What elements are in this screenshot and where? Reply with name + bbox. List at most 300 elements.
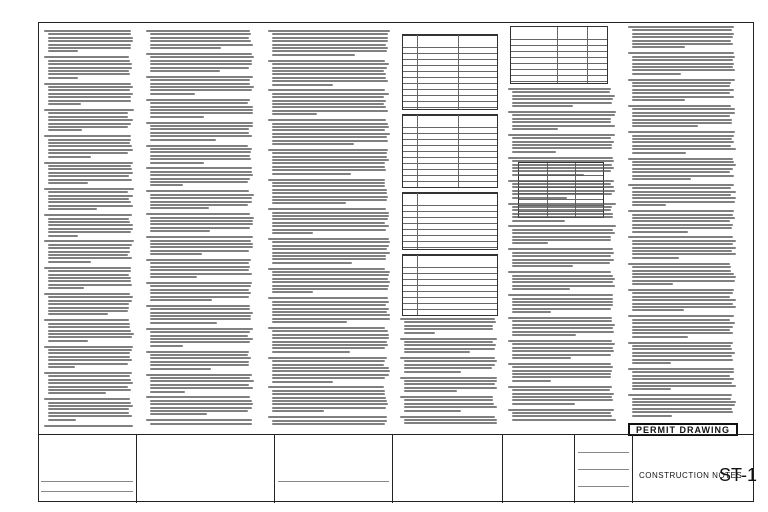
note-text-line: [150, 230, 210, 232]
note-text-line: [48, 172, 133, 174]
note-text-line: [632, 257, 679, 259]
note-text-line: [44, 372, 132, 374]
note-text-line: [48, 70, 129, 72]
note-text-line: [150, 44, 253, 46]
note-text-line: [150, 322, 217, 324]
note-text-line: [272, 162, 385, 164]
note-text-line: [632, 276, 736, 278]
note-text-line: [632, 309, 684, 311]
note-text-line: [150, 106, 253, 108]
note-text-line: [48, 307, 129, 309]
note-text-line: [400, 318, 495, 320]
development-length-table-1: [402, 34, 498, 110]
note-text-line: [628, 26, 734, 28]
note-text-line: [150, 63, 252, 65]
note-text-line: [146, 236, 253, 238]
note-text-line: [150, 93, 195, 95]
note-text-line: [150, 285, 251, 287]
note-text-line: [272, 113, 317, 115]
note-text-line: [150, 33, 251, 35]
note-text-line: [632, 375, 730, 377]
note-text-line: [48, 313, 108, 315]
note-text-line: [632, 404, 735, 406]
note-text-line: [150, 217, 254, 219]
note-text-line: [146, 145, 248, 147]
note-text-line: [632, 175, 734, 177]
table-row-rule: [403, 297, 497, 298]
note-text-line: [150, 220, 253, 222]
note-text-line: [150, 89, 252, 91]
note-text-line: [272, 133, 390, 135]
note-text-line: [150, 410, 248, 412]
table-row-rule: [403, 309, 497, 310]
note-text-line: [512, 170, 611, 172]
note-text-line: [150, 135, 252, 137]
note-text-line: [48, 356, 130, 358]
note-text-line: [48, 277, 131, 279]
note-text-line: [512, 98, 613, 100]
note-text-line: [48, 284, 132, 286]
table-row-rule: [403, 139, 497, 140]
note-text-line: [272, 245, 389, 247]
note-text-line: [48, 33, 131, 35]
note-text-line: [150, 171, 252, 173]
note-text-line: [150, 413, 207, 415]
note-text-line: [48, 270, 131, 272]
note-text-line: [150, 289, 249, 291]
note-text-line: [44, 109, 134, 111]
notes-col-5: [508, 88, 618, 428]
note-text-line: [150, 423, 252, 425]
note-text-line: [632, 280, 735, 282]
note-text-line: [632, 273, 734, 275]
note-text-line: [48, 126, 128, 128]
note-text-line: [512, 265, 573, 267]
note-text-line: [150, 151, 251, 153]
note-text-line: [268, 208, 386, 210]
note-text-line: [272, 123, 388, 125]
note-text-line: [48, 156, 91, 158]
note-text-line: [512, 259, 614, 261]
note-text-line: [632, 59, 733, 61]
note-text-line: [632, 231, 688, 233]
note-text-line: [512, 118, 611, 120]
note-text-line: [632, 119, 732, 121]
note-text-line: [268, 179, 385, 181]
note-text-line: [272, 54, 355, 56]
sheet-title: CONSTRUCTION NOTES: [639, 471, 743, 480]
table-row-rule: [403, 303, 497, 304]
note-text-line: [44, 30, 131, 32]
note-text-line: [404, 364, 495, 366]
note-text-line: [272, 84, 333, 86]
note-text-line: [150, 194, 254, 196]
note-text-line: [150, 335, 248, 337]
note-text-line: [508, 180, 614, 182]
note-text-line: [632, 145, 731, 147]
note-text-line: [48, 274, 129, 276]
note-text-line: [632, 270, 731, 272]
note-text-line: [508, 111, 616, 113]
note-text-line: [48, 251, 130, 253]
note-text-line: [44, 425, 133, 427]
note-text-line: [150, 37, 249, 39]
note-text-line: [404, 344, 496, 346]
tables-col-4: [400, 318, 500, 428]
note-text-line: [268, 268, 385, 270]
note-text-line: [632, 326, 733, 328]
note-text-line: [150, 155, 250, 157]
note-text-line: [48, 63, 132, 65]
note-text-line: [150, 380, 254, 382]
table-row-rule: [511, 69, 607, 70]
table-row-rule: [403, 285, 497, 286]
note-text-line: [628, 342, 733, 344]
note-text-line: [48, 149, 133, 151]
note-text-line: [48, 287, 84, 289]
note-text-line: [512, 147, 612, 149]
note-text-line: [632, 378, 734, 380]
note-text-line: [150, 86, 254, 88]
note-text-line: [272, 185, 385, 187]
note-text-line: [150, 102, 248, 104]
note-text-line: [150, 243, 253, 245]
note-text-line: [272, 407, 386, 409]
note-text-line: [150, 67, 249, 69]
note-text-line: [272, 218, 388, 220]
note-text-line: [400, 338, 497, 340]
note-text-line: [508, 271, 611, 273]
table-row-rule: [403, 95, 497, 96]
note-text-line: [508, 386, 612, 388]
note-text-line: [48, 224, 133, 226]
note-text-line: [404, 380, 497, 382]
note-text-line: [632, 73, 681, 75]
table-row-rule: [403, 77, 497, 78]
note-text-line: [632, 253, 736, 255]
table-row-rule: [403, 101, 497, 102]
note-text-line: [48, 402, 131, 404]
note-text-line: [268, 30, 390, 32]
note-text-line: [48, 100, 131, 102]
note-text-line: [150, 246, 253, 248]
note-text-line: [268, 297, 388, 299]
note-text-line: [632, 85, 730, 87]
note-text-line: [272, 311, 387, 313]
table-row-rule: [403, 181, 497, 182]
note-text-line: [632, 214, 733, 216]
table-row-rule: [511, 51, 607, 52]
note-text-line: [632, 240, 736, 242]
note-text-line: [272, 222, 385, 224]
note-text-line: [632, 194, 731, 196]
note-text-line: [272, 252, 390, 254]
table-row-rule: [403, 175, 497, 176]
note-text-line: [632, 125, 698, 127]
note-text-line: [512, 216, 613, 218]
note-text-line: [628, 263, 730, 265]
note-text-line: [146, 99, 250, 101]
note-text-line: [272, 262, 352, 264]
table-row-rule: [403, 247, 497, 248]
note-text-line: [268, 416, 387, 418]
table-row-rule: [403, 241, 497, 242]
note-text-line: [44, 267, 131, 269]
note-text-line: [272, 70, 384, 72]
note-text-line: [512, 278, 615, 280]
note-text-line: [512, 334, 576, 336]
note-text-line: [48, 405, 133, 407]
note-text-line: [48, 310, 128, 312]
table-row-rule: [403, 127, 497, 128]
note-text-line: [632, 141, 734, 143]
note-text-line: [150, 201, 252, 203]
note-text-line: [632, 164, 736, 166]
note-text-line: [632, 178, 691, 180]
note-text-line: [628, 105, 731, 107]
note-text-line: [272, 308, 389, 310]
note-text-line: [272, 377, 385, 379]
note-text-line: [268, 149, 388, 151]
note-text-line: [632, 152, 686, 154]
note-text-line: [48, 145, 132, 147]
note-text-line: [272, 255, 386, 257]
note-text-line: [150, 292, 251, 294]
note-text-line: [632, 135, 734, 137]
note-text-line: [48, 73, 130, 75]
note-text-line: [48, 386, 128, 388]
note-text-line: [632, 171, 730, 173]
note-text-line: [146, 282, 252, 284]
note-text-line: [512, 232, 615, 234]
note-text-line: [272, 100, 386, 102]
note-text-line: [272, 321, 347, 323]
note-text-line: [632, 161, 734, 163]
development-length-table-3: [402, 254, 498, 316]
note-text-line: [512, 331, 614, 333]
note-text-line: [48, 37, 133, 39]
note-text-line: [404, 387, 497, 389]
note-text-line: [512, 167, 614, 169]
table-row-rule: [403, 145, 497, 146]
note-text-line: [512, 370, 612, 372]
note-text-line: [272, 173, 351, 175]
note-text-line: [632, 40, 731, 42]
note-text-line: [272, 241, 390, 243]
note-text-line: [150, 338, 253, 340]
note-text-line: [272, 96, 384, 98]
permit-drawing-stamp: PERMIT DRAWING: [628, 423, 738, 436]
note-text-line: [44, 56, 129, 58]
note-text-line: [48, 112, 128, 114]
note-text-line: [404, 399, 493, 401]
title-block-sheet: [632, 435, 758, 503]
note-text-line: [632, 385, 736, 387]
general-notes-col-1: [44, 30, 136, 430]
note-text-line: [272, 229, 386, 231]
note-text-line: [632, 112, 735, 114]
note-text-line: [512, 304, 613, 306]
note-text-line: [48, 330, 131, 332]
note-text-line: [512, 399, 613, 401]
note-text-line: [272, 225, 389, 227]
note-text-line: [272, 381, 333, 383]
note-text-line: [44, 346, 133, 348]
note-text-line: [150, 341, 250, 343]
note-text-line: [150, 139, 216, 141]
note-text-line: [272, 285, 389, 287]
note-text-line: [146, 396, 250, 398]
note-text-line: [150, 109, 253, 111]
note-text-line: [272, 374, 389, 376]
note-text-line: [512, 141, 614, 143]
note-text-line: [48, 179, 132, 181]
note-text-line: [272, 110, 388, 112]
note-text-line: [48, 280, 131, 282]
note-text-line: [512, 114, 615, 116]
note-text-line: [150, 116, 204, 118]
note-text-line: [272, 258, 386, 260]
note-text-line: [512, 281, 613, 283]
note-text-line: [150, 197, 252, 199]
note-text-line: [150, 223, 253, 225]
note-text-line: [150, 132, 249, 134]
note-text-line: [508, 88, 611, 90]
note-text-line: [632, 382, 732, 384]
note-text-line: [272, 288, 388, 290]
note-text-line: [272, 212, 389, 214]
note-text-line: [48, 208, 97, 210]
note-text-line: [150, 368, 211, 370]
note-text-line: [508, 363, 611, 365]
title-block-contractor: [136, 435, 274, 503]
note-text-line: [632, 201, 735, 203]
note-text-line: [44, 240, 134, 242]
note-text-line: [632, 319, 730, 321]
note-text-line: [272, 248, 387, 250]
table-row-rule: [403, 47, 497, 48]
note-text-line: [628, 184, 734, 186]
note-text-line: [150, 407, 252, 409]
note-text-line: [272, 281, 390, 283]
note-text-line: [150, 296, 249, 298]
note-text-line: [632, 33, 734, 35]
note-text-line: [512, 239, 611, 241]
note-text-line: [150, 391, 185, 393]
note-text-line: [48, 235, 78, 237]
note-text-line: [48, 247, 130, 249]
note-text-line: [512, 324, 615, 326]
note-text-line: [150, 125, 253, 127]
note-text-line: [628, 210, 734, 212]
table-row-rule: [403, 267, 497, 268]
note-text-line: [272, 291, 313, 293]
note-text-line: [632, 217, 735, 219]
note-text-line: [150, 250, 249, 252]
note-text-line: [512, 252, 614, 254]
note-text-line: [512, 164, 612, 166]
note-text-line: [150, 184, 183, 186]
table-row-rule: [403, 133, 497, 134]
note-text-line: [632, 303, 733, 305]
note-text-line: [150, 315, 251, 317]
note-text-line: [404, 321, 496, 323]
note-text-line: [272, 390, 385, 392]
note-text-line: [512, 415, 612, 417]
notes-col-6: [628, 26, 738, 422]
table-row-rule: [511, 63, 607, 64]
note-text-line: [632, 332, 733, 334]
note-text-line: [146, 259, 251, 261]
note-text-line: [632, 296, 730, 298]
table-row-rule: [511, 57, 607, 58]
table-row-rule: [403, 235, 497, 236]
note-text-line: [272, 182, 385, 184]
note-text-line: [512, 308, 611, 310]
note-text-line: [48, 352, 130, 354]
note-text-line: [512, 128, 558, 130]
table-row-rule: [403, 273, 497, 274]
note-text-line: [48, 201, 131, 203]
note-text-line: [48, 47, 131, 49]
note-text-line: [632, 415, 672, 417]
note-text-line: [48, 40, 133, 42]
note-text-line: [48, 228, 133, 230]
note-text-line: [512, 320, 612, 322]
note-text-line: [150, 70, 220, 72]
note-text-line: [44, 214, 132, 216]
note-text-line: [272, 103, 384, 105]
note-text-line: [632, 43, 733, 45]
note-text-line: [268, 327, 385, 329]
note-text-line: [272, 156, 387, 158]
note-text-line: [48, 218, 129, 220]
note-text-line: [272, 106, 386, 108]
note-text-line: [632, 359, 733, 361]
note-text-line: [512, 213, 613, 215]
note-text-line: [48, 152, 128, 154]
note-text-line: [48, 93, 133, 95]
title-block-revisions: [392, 435, 502, 503]
note-text-line: [272, 159, 389, 161]
note-text-line: [48, 323, 130, 325]
note-text-line: [508, 294, 613, 296]
note-text-line: [48, 205, 133, 207]
note-text-line: [268, 89, 385, 91]
table-row-rule: [403, 157, 497, 158]
note-text-line: [512, 183, 611, 185]
note-text-line: [272, 192, 387, 194]
note-text-line: [632, 322, 735, 324]
note-text-line: [632, 247, 736, 249]
title-block-drawn-by: [574, 435, 632, 503]
note-text-line: [632, 227, 732, 229]
note-text-line: [632, 306, 736, 308]
note-text-line: [150, 403, 253, 405]
note-text-line: [44, 83, 131, 85]
note-text-line: [628, 79, 735, 81]
note-text-line: [48, 333, 134, 335]
note-text-line: [632, 168, 733, 170]
note-text-line: [48, 359, 132, 361]
note-text-line: [150, 377, 250, 379]
note-text-line: [404, 360, 497, 362]
note-text-line: [508, 340, 612, 342]
note-text-line: [272, 423, 385, 425]
note-text-line: [150, 361, 249, 363]
note-text-line: [632, 204, 666, 206]
note-text-line: [48, 244, 132, 246]
